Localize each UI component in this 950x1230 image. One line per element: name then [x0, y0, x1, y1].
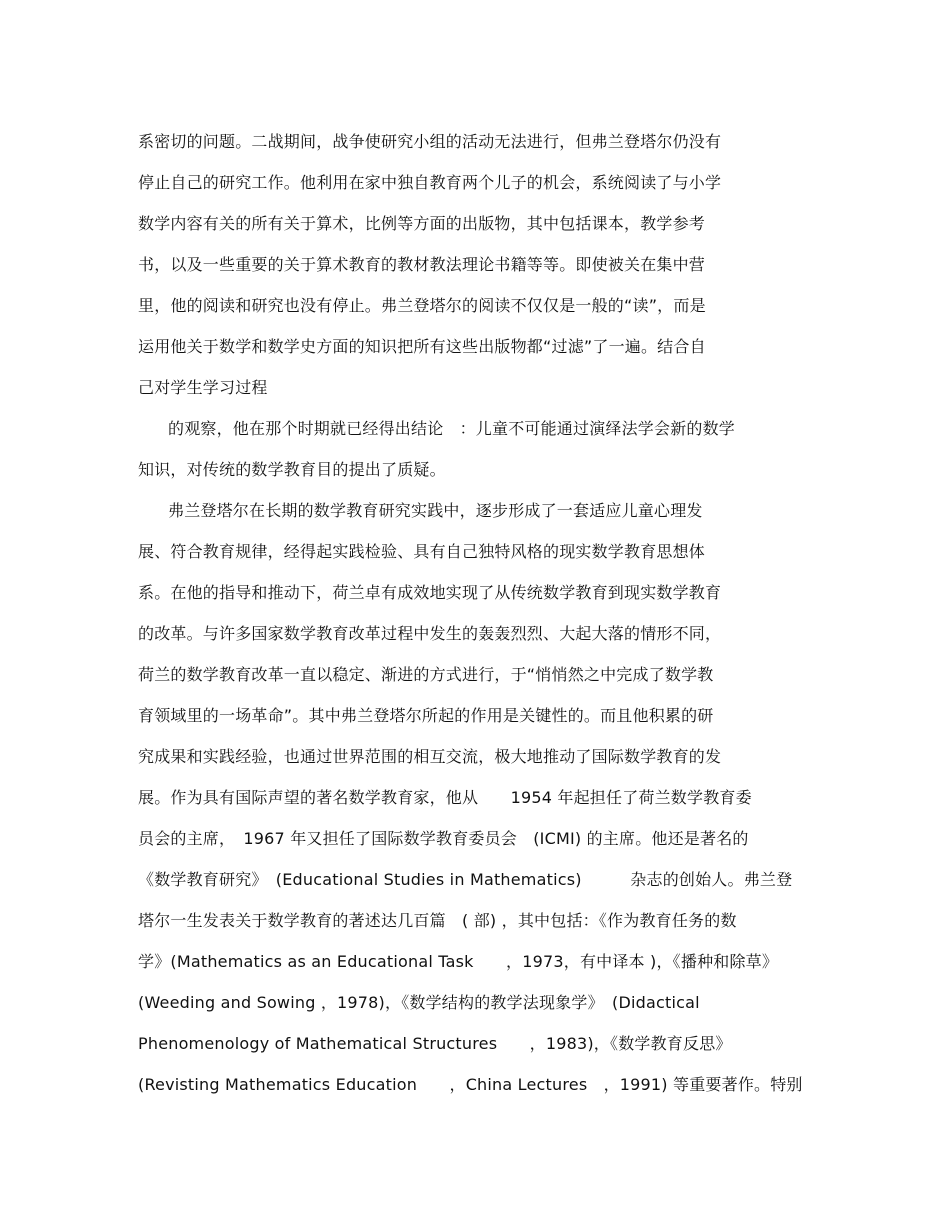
text-line: 究成果和实践经验，也通过世界范围的相互交流，极大地推动了国际数学教育的发	[138, 747, 722, 766]
text-line: 展。作为具有国际声望的著名数学教育家，他从 1954 年起担任了荷兰数学教育委	[138, 788, 752, 807]
text-line: (Revisting Mathematics Education ，China Lectures ，1991) 等重要著作。特别	[138, 1075, 803, 1094]
text-line: 《数学教育研究》 (Educational Studies in Mathematics) 杂志的创始人。弗兰登	[138, 870, 793, 889]
text-line: 的改革。与许多国家数学教育改革过程中发生的轰轰烈烈、大起大落的情形不同，	[138, 624, 722, 643]
text-line: 书，以及一些重要的关于算术教育的教材教法理论书籍等等。即使被关在集中营	[138, 255, 706, 274]
text-line: 展、符合教育规律，经得起实践检验、具有自己独特风格的现实数学教育思想体	[138, 542, 706, 561]
text-line: 塔尔一生发表关于数学教育的著述达几百篇 ( 部) ，其中包括：《作为教育任务的数	[138, 911, 737, 930]
text-line: 的观察，他在那个时期就已经得出结论 ：儿童不可能通过演绎法学会新的数学	[168, 419, 736, 438]
text-line: 运用他关于数学和数学史方面的知识把所有这些出版物都“过滤”了一遍。结合自	[138, 337, 706, 356]
text-line: 数学内容有关的所有关于算术，比例等方面的出版物，其中包括课本，教学参考	[138, 214, 706, 233]
text-line: (Weeding and Sowing ，1978)，《数学结构的教学法现象学》 (Didactical	[138, 993, 700, 1012]
text-line: 学》(Mathematics as an Educational Task ，1973，有中译本 )，《播种和除草》	[138, 952, 779, 971]
text-line: 停止自己的研究工作。他利用在家中独自教育两个儿子的机会，系统阅读了与小学	[138, 173, 722, 192]
text-line: 育领域里的一场革命”。其中弗兰登塔尔所起的作用是关键性的。而且他积累的研	[138, 706, 714, 725]
text-line: Phenomenology of Mathematical Structures ，1983)，《数学教育反思》	[138, 1034, 732, 1053]
text-line: 知识，对传统的数学教育目的提出了质疑。	[138, 460, 446, 479]
body-text	[138, 128, 818, 1112]
text-line: 弗兰登塔尔在长期的数学教育研究实践中，逐步形成了一套适应儿童心理发	[168, 501, 703, 520]
text-line: 系。在他的指导和推动下，荷兰卓有成效地实现了从传统数学教育到现实数学教育	[138, 583, 722, 602]
text-line: 己对学生学习过程	[138, 378, 268, 397]
text-line: 里，他的阅读和研究也没有停止。弗兰登塔尔的阅读不仅仅是一般的“读”，而是	[138, 296, 706, 315]
text-line: 荷兰的数学教育改革一直以稳定、渐进的方式进行，于“悄悄然之中完成了数学教	[138, 665, 714, 684]
text-line: 员会的主席， 1967 年又担任了国际数学教育委员会 (ICMI) 的主席。他还是著名的	[138, 829, 749, 848]
text-line: 系密切的问题。二战期间，战争使研究小组的活动无法进行，但弗兰登塔尔仍没有	[138, 132, 722, 151]
